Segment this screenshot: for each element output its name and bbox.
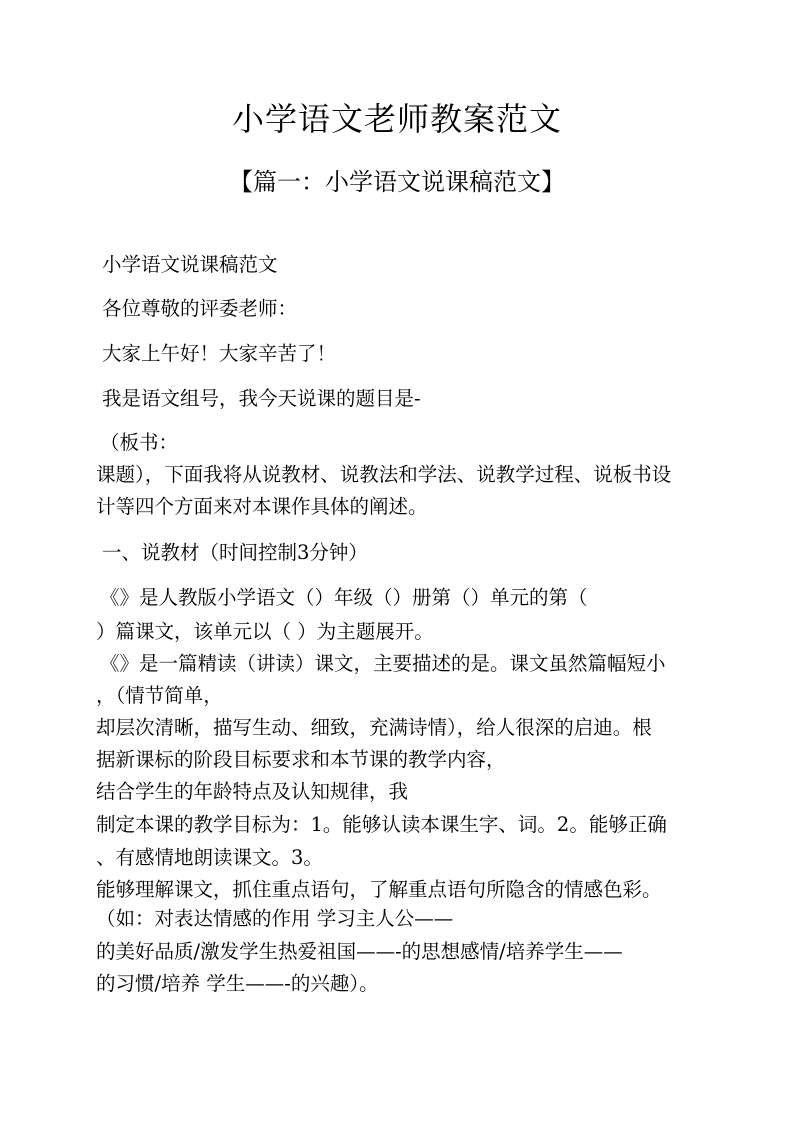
- body-line: 的美好品质/激发学生热爱祖国——-的思想感情/培养学生——: [96, 940, 623, 963]
- body-line: 小学语文说课稿范文: [102, 253, 278, 276]
- body-line: 计等四个方面来对本课作具体的阐述。: [96, 495, 428, 518]
- document-title: 小学语文老师教案范文: [231, 100, 562, 138]
- body-line: 的习惯/培养 学生——-的兴趣）。: [96, 972, 379, 995]
- document-subtitle: 【篇一：小学语文说课稿范文】: [229, 168, 565, 196]
- body-line: 、有感情地朗读课文。3。: [96, 846, 323, 869]
- body-line: 据新课标的阶段目标要求和本节课的教学内容，: [96, 748, 506, 771]
- body-line: ）篇课文，该单元以（ ）为主题展开。: [96, 620, 434, 643]
- body-line: 我是语文组号，我今天说课的题目是-: [102, 387, 421, 410]
- body-line: （板书：: [100, 431, 179, 454]
- body-line: 《》是人教版小学语文（）年级（）册第（）单元的第（: [100, 586, 588, 609]
- body-line: 能够理解课文，抓住重点语句，了解重点语句所隐含的情感色彩。: [96, 878, 662, 901]
- body-line: 制定本课的教学目标为：1。能够认读本课生字、词。2。能够正确: [96, 813, 667, 836]
- body-line: 结合学生的年龄特点及认知规律，我: [96, 780, 409, 803]
- body-line: （如：对表达情感的作用 学习主人公——: [96, 907, 454, 930]
- section-heading: 一、说教材（时间控制3分钟）: [102, 541, 368, 564]
- body-line: 《》是一篇精读（讲读）课文，主要描述的是。课文虽然篇幅短小: [100, 652, 666, 675]
- body-line: 课题），下面我将从说教材、说教法和学法、说教学过程、说板书设: [96, 463, 672, 486]
- body-line: 大家上午好！大家辛苦了！: [102, 342, 337, 365]
- body-line: 却层次清晰，描写生动、细致，充满诗情），给人很深的启迪。根: [96, 716, 652, 739]
- body-line: 各位尊敬的评委老师：: [102, 297, 298, 320]
- body-line: ，（情节简单，: [96, 684, 223, 707]
